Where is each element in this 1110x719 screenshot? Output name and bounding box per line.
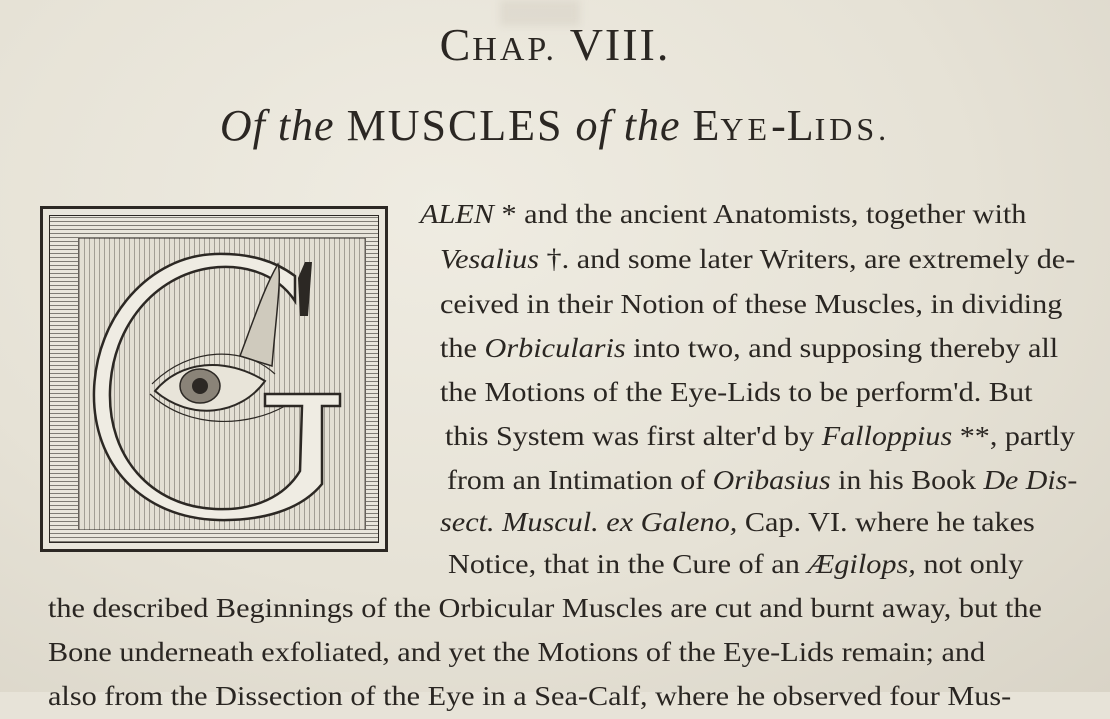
engraved-eye-initial-icon [50,216,379,543]
body-line-segment: into two, and supposing thereby all [625,333,1059,363]
body-line [440,326,1058,371]
title-dash: - [771,101,787,150]
body-line-segment: * and the ancient Anatomists, together with [493,199,1027,229]
body-line [448,542,1023,587]
decorated-initial [40,206,388,552]
body-line-segment: Falloppius [821,421,953,451]
body-line-segment: the described Beginnings of the Orbicular Muscles are cut and burnt away, but the [48,593,1042,623]
body-line [440,282,1062,327]
body-line-segment: ALEN [420,199,494,229]
body-line-segment: the [440,333,485,363]
section-title [0,100,1110,151]
body-line-segment: in his Book [830,465,984,495]
body-line-segment: the Motions of the Eye-Lids to be perform'd. But [440,377,1033,407]
chapter-heading [0,18,1110,71]
body-line-segment: †. and some later Writers, are extremely de- [538,244,1076,274]
body-line [445,414,1075,459]
initial-hatched-frame [49,215,379,543]
chapter-small-caps: HAP. [472,31,558,68]
body-line-segment: not only [915,549,1024,579]
title-muscles: MUSCLES [346,101,564,150]
body-line-segment: Bone underneath exfoliated, and yet the Motions of the Eye-Lids remain; and [48,637,986,667]
body-line [48,630,985,675]
body-line-segment: Notice, that in the Cure of an [448,549,808,579]
body-line [440,500,1035,545]
title-of-the-2: of the [575,101,681,150]
title-eye-small: YE [720,111,772,147]
body-line-segment: De Dis- [983,465,1078,495]
body-line-segment: Oribasius [712,465,831,495]
title-lids-cap: L [786,101,815,150]
body-line-segment: also from the Dissection of the Eye in a Sea-Calf, where he observed four Mus- [48,681,1012,711]
body-line-segment: this System was first alter'd by [445,421,822,451]
body-line-segment: from an Intimation of [447,465,713,495]
body-line-segment: sect. Muscul. ex Galeno, [440,507,738,537]
body-line-segment: Vesalius [440,244,539,274]
title-eye-cap: E [692,101,721,150]
body-line-segment: **, partly [952,421,1076,451]
body-line [420,192,1026,237]
body-line [440,370,1033,415]
body-line-segment: Ægilops, [807,549,916,579]
title-eye-lids [693,101,891,150]
body-line [48,586,1042,631]
body-line-segment: ceived in their Notion of these Muscles, in dividing [440,289,1063,319]
body-line-segment: Orbicularis [484,333,626,363]
title-lids-small: IDS. [814,111,891,147]
chapter-cap: C [439,19,473,70]
body-line [440,237,1075,282]
body-line [48,674,1011,719]
body-line [447,458,1077,503]
body-line-segment: Cap. VI. where he takes [737,507,1035,537]
chapter-number: VIII. [569,19,671,70]
title-of-the-1: Of the [219,101,335,150]
